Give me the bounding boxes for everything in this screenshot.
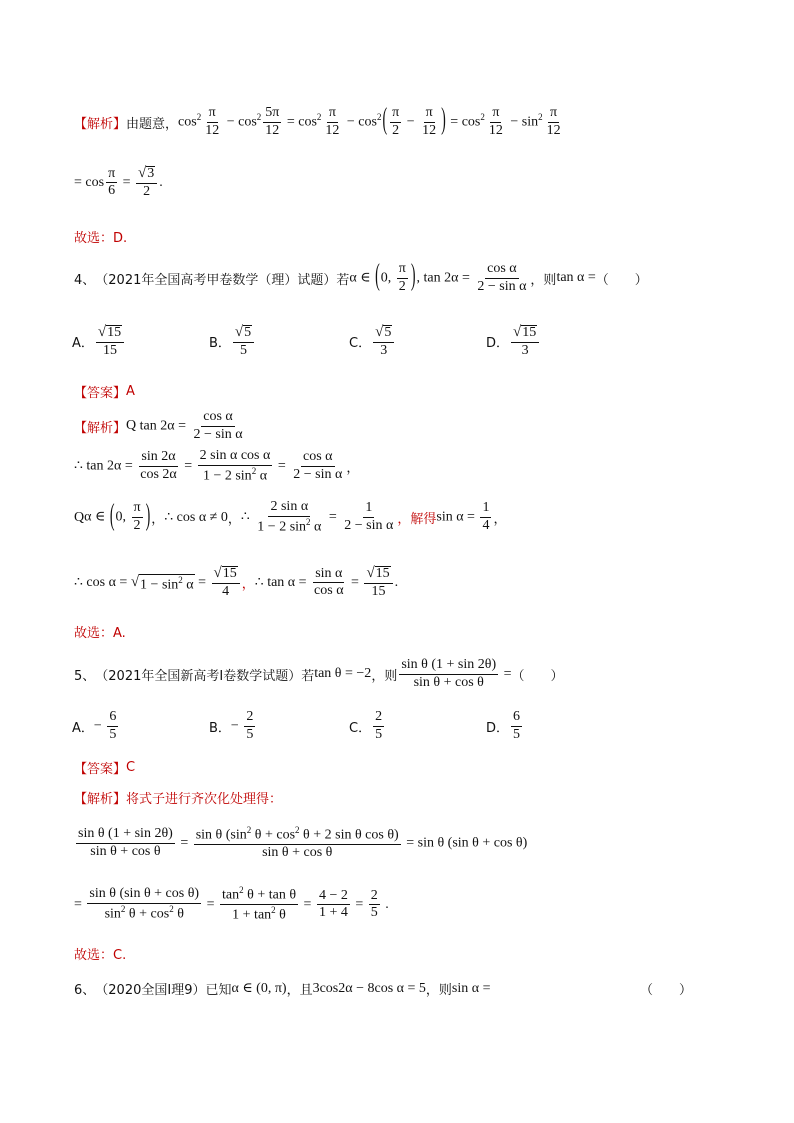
q5-option-a[interactable]: A． − $\frac{6}{5}$ (72, 709, 117, 742)
solution-label: 【解析】 (74, 116, 127, 132)
q3-solution-line1 (74, 106, 565, 138)
q4-solution-line3: Q α ∈ (0, $\frac{\pi}{2}$ ) ， ∴ cos α ≠ 0 ， ∴ $\frac{\text{2 sin α}}{1 - 2 \sin^2 \alpha}$ = $\frac{1}{\text{2 − sin α}}$ ，解得 sin α = $\frac{1}{4}$ ， (74, 499, 507, 535)
q4-conclusion: 故选：A. (74, 626, 126, 641)
q5-source: （2021年全国新高考Ⅰ卷数学试题）若 (95, 668, 315, 684)
q4-solution-line4: ∴ cos α = √ $1 - \sin^2 \alpha$ = √ 15 4 ， ∴ tan α = $\frac{\text{sin α}}{\text{cos α}}$ = √ 15 15 . (74, 565, 399, 599)
q3-formula-2: = cos $\frac{\pi}{6}$ = √ 3 2 (74, 166, 159, 199)
q4-source: （2021年全国高考甲卷数学（理）试题）若 (95, 272, 350, 288)
q5-option-c[interactable]: C． $\frac{2}{5}$ (349, 709, 383, 742)
q5-number: 5、 (74, 668, 96, 684)
q6-number: 6、 (74, 983, 96, 998)
q3-conclusion: 故选：D. (74, 231, 128, 246)
q5-option-d[interactable]: D． $\frac{6}{5}$ (486, 709, 521, 742)
q4-number: 4、 (74, 272, 96, 288)
q5-answer: 【答案】 C (74, 760, 136, 777)
q4-option-a[interactable]: A． √ 15 15 (72, 325, 126, 358)
q4-option-d[interactable]: D． √ 15 3 (486, 325, 541, 358)
q5-solution-intro: 【解析】 将式子进行齐次化处理得： (74, 792, 283, 807)
q5-conclusion: 故选：C. (74, 948, 127, 963)
q3-intro: 由题意， (126, 116, 179, 132)
q5-solution-line2: = $\frac{\text{sin θ (sin θ + cos θ)}}{\sin^2 \theta + \cos^2 \theta}$ = $\frac{\tan^2 \theta + \tan \theta}{1 + \tan^2 \theta}$ = $\frac{4 - 2}{1 + 4}$ = $\frac{2}{5}$ . (74, 885, 389, 923)
q4-solution-line2: ∴ tan 2α = $\frac{\sin 2\alpha}{\cos 2\alpha}$ = $\frac{\text{2 sin α cos α}}{1 - 2 \sin^2 \alpha}$ = $\frac{\text{cos α}}{\text{2 − sin α}}$ ， (74, 448, 360, 484)
q5-solution-line1: $\frac{\text{sin θ (1 + sin 2θ)}}{\text{sin θ + cos θ}}$ = $\frac{\sin \theta (\sin^2 \theta + \cos^2 \theta + 2 \sin \theta \cos \theta)}{\text{sin θ + cos θ}}$ = sin θ (sin θ + cos θ) (78, 825, 528, 861)
q4-solution-line1: 【解析】 Q tan 2α = $\frac{\text{cos α}}{\text{2 − sin α}}$ (74, 409, 243, 442)
q4-option-b[interactable]: B． √ 5 5 (209, 325, 256, 358)
q4-condition: α ∈ (0, $\frac{\pi}{2}$ ), tan 2α = $\frac{\text{cos α}}{\text{2 − sin α}}$ (349, 260, 527, 294)
q4-answer: 【答案】 A (74, 384, 135, 401)
q6-stem: 6、 （2020全国Ⅰ理9）已知 α ∈ (0, π) ，且 3cos2α − 8cos α = 5 ，则 sin α = (74, 980, 491, 998)
q3-formula-1: $\cos^2$ $\frac{\pi}{12}$ − $\cos^2$ $\frac{5\pi}{12}$ = $\cos^2$ $\frac{\pi}{12}$ − $\cos^2$( $\frac{\pi}{2}$ − $\frac{\pi}{12}$ ) = $\cos^2$ $\frac{\pi}{12}$ − $\sin^2$ $\frac{\pi}{12}$ (178, 104, 561, 138)
q6-source: （2020全国Ⅰ理9）已知 (95, 983, 232, 998)
q5-option-b[interactable]: B． − $\frac{2}{5}$ (209, 709, 254, 742)
q5-stem: 5、 （2021年全国新高考Ⅰ卷数学试题）若 tan θ = −2 ，则 $\frac{\text{sin θ (1 + sin 2θ)}}{\text{sin θ + cos θ}}$ = （ ） (74, 657, 564, 690)
q4-stem: 4、 （2021年全国高考甲卷数学（理）试题）若 α ∈ (0, $\frac{\pi}{2}$ ), tan 2α = $\frac{\text{cos α}}{\text{2 − sin α}}$ ，则 tan α = （ ） (74, 260, 648, 294)
q4-option-c[interactable]: C． √ 5 3 (349, 325, 396, 358)
q3-solution-line2: = cos $\frac{\pi}{6}$ = √ 3 2 . (74, 165, 163, 199)
q6-answer-blank: （ ） (640, 983, 693, 998)
